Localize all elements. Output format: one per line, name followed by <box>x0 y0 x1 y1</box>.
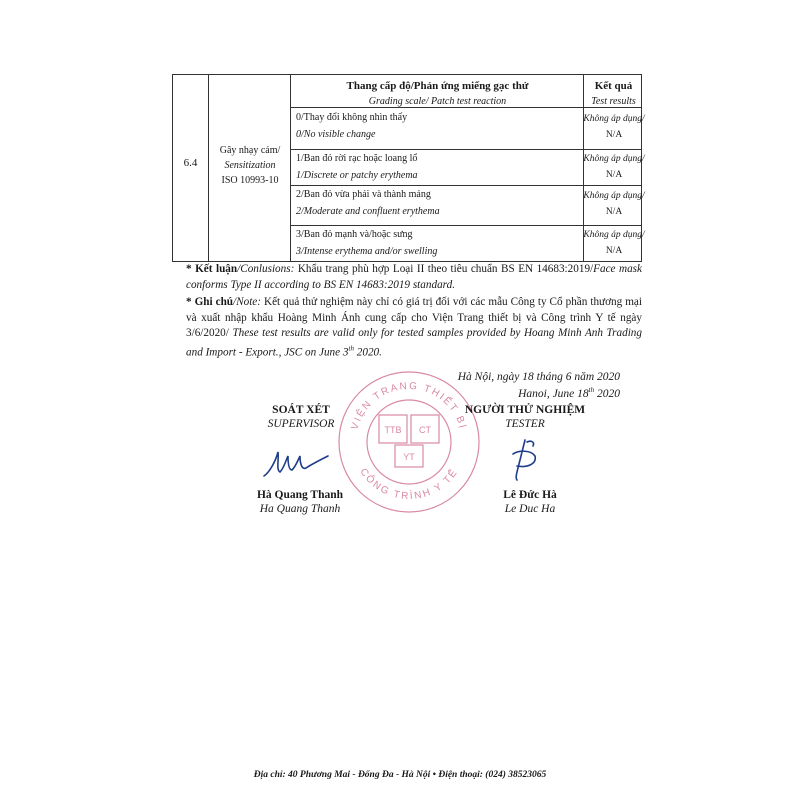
tester-title-en: TESTER <box>505 418 545 430</box>
result-cell <box>581 151 647 183</box>
note-label-en: /Note: <box>233 296 261 308</box>
conclusion-text-vn: Khẩu trang phù hợp Loại II theo tiêu chuẩn BS EN 14683:2019/ <box>294 263 594 275</box>
result-header-vn: Kết quả <box>594 80 633 92</box>
tester-name-en: Le Duc Ha <box>504 503 556 515</box>
result-header <box>584 79 643 109</box>
note-label: * Ghi chú <box>186 296 234 308</box>
stamp-inner-ring <box>367 400 451 484</box>
criterion-en: Sensitization <box>224 160 276 171</box>
supervisor-name-vn: Hà Quang Thanh <box>256 489 344 501</box>
notes-section <box>186 262 642 363</box>
reaction-vn: 2/Ban đỏ vừa phải và thành mảng <box>296 189 431 200</box>
reaction-vn: 1/Ban đỏ rời rạc hoặc loang lổ <box>296 153 418 164</box>
result-cell <box>581 111 647 143</box>
result-vn: Không áp dụng/ <box>583 191 645 201</box>
result-vn: Không áp dụng/ <box>583 154 645 164</box>
test-results-table <box>172 74 645 262</box>
criterion-standard: ISO 10993-10 <box>221 175 279 186</box>
date-en <box>458 384 620 401</box>
conclusion-label-en: /Conlusions: <box>237 263 295 275</box>
table-row <box>296 150 581 184</box>
criterion-vn: Gây nhạy cảm/ <box>219 145 281 156</box>
reaction-en: 1/Discrete or patchy erythema <box>296 170 418 181</box>
stamp-box-right: CT <box>419 425 431 435</box>
conclusion-text-en: Face mask conforms Type II according to BS EN 14683:2019 standard. <box>186 263 642 291</box>
note-text-vn: Kết quả thử nghiệm này chỉ có giá trị đối với các mẫu Công ty Cổ phần thương mại và xuất nhập khẩu Hoàng Minh Ánh cung cấp cho Viện Trang thiết bị và Công trình Y tế ngày 3/6/2020/ <box>186 296 642 339</box>
note-sup: th <box>348 344 354 353</box>
result-en: N/A <box>605 207 623 217</box>
supervisor-title <box>256 403 346 431</box>
criterion-cell <box>209 143 291 188</box>
supervisor-title-en: SUPERVISOR <box>267 418 335 430</box>
table-row <box>296 186 581 220</box>
result-header-en: Test results <box>591 96 636 107</box>
reaction-vn: 3/Ban đỏ mạnh và/hoặc sưng <box>296 229 413 240</box>
conclusion-paragraph <box>186 262 642 293</box>
tester-name <box>470 488 590 516</box>
result-en: N/A <box>605 170 623 180</box>
tester-title <box>450 403 600 431</box>
table-row <box>296 226 581 260</box>
stamp-box-left: TTB <box>384 425 402 435</box>
reaction-en: 3/Intense erythema and/or swelling <box>296 246 438 257</box>
tester-name-vn: Lê Đức Hà <box>503 489 557 501</box>
reaction-en: 2/Moderate and confluent erythema <box>296 206 440 217</box>
supervisor-signature <box>262 446 332 486</box>
stamp-top-text: VIỆN TRANG THIẾT BỊ <box>349 380 469 432</box>
result-en: N/A <box>605 246 623 256</box>
tester-title-vn: NGƯỜI THỬ NGHIỆM <box>464 404 586 416</box>
conclusion-label: * Kết luận <box>186 263 238 275</box>
date-en-sup: th <box>588 386 595 394</box>
reaction-header <box>291 79 584 109</box>
footer-contact: Địa chỉ: 40 Phương Mai - Đống Đa - Hà Nội • Điện thoại: (024) 38523065 <box>253 770 547 780</box>
tester-signature <box>505 436 545 481</box>
result-en: N/A <box>605 130 623 140</box>
result-cell <box>581 227 647 259</box>
stamp-box-bottom: YT <box>403 452 415 462</box>
reaction-header-en: Grading scale/ Patch test reaction <box>368 96 507 107</box>
table-row <box>296 109 581 143</box>
note-text-en: These test results are valid only for tested samples provided by Hoang Minh Anh Trading and Import - Export., JSC on June 3 <box>186 327 642 359</box>
date-en-pre: Hanoi, June 18 <box>518 387 589 400</box>
result-vn: Không áp dụng/ <box>583 114 645 124</box>
note-paragraph <box>186 295 642 361</box>
reaction-header-vn: Thang cấp độ/Phản ứng miếng gạc thử <box>346 80 529 92</box>
date-en-post: 2020 <box>594 387 620 400</box>
supervisor-name <box>240 488 360 516</box>
date-vn: Hà Nội, ngày 18 tháng 6 năm 2020 <box>457 371 620 383</box>
date-block <box>458 371 620 401</box>
supervisor-title-vn: SOÁT XÉT <box>272 404 330 416</box>
result-cell <box>581 188 647 220</box>
row-number: 6.4 <box>183 157 198 169</box>
reaction-vn: 0/Thay đổi không nhìn thấy <box>296 112 408 123</box>
result-vn: Không áp dụng/ <box>583 230 645 240</box>
reaction-en: 0/No visible change <box>296 129 376 140</box>
stamp-bottom-text: CÔNG TRÌNH Y TẾ <box>357 466 461 503</box>
note-end: 2020. <box>353 346 382 359</box>
supervisor-name-en: Ha Quang Thanh <box>259 503 341 515</box>
